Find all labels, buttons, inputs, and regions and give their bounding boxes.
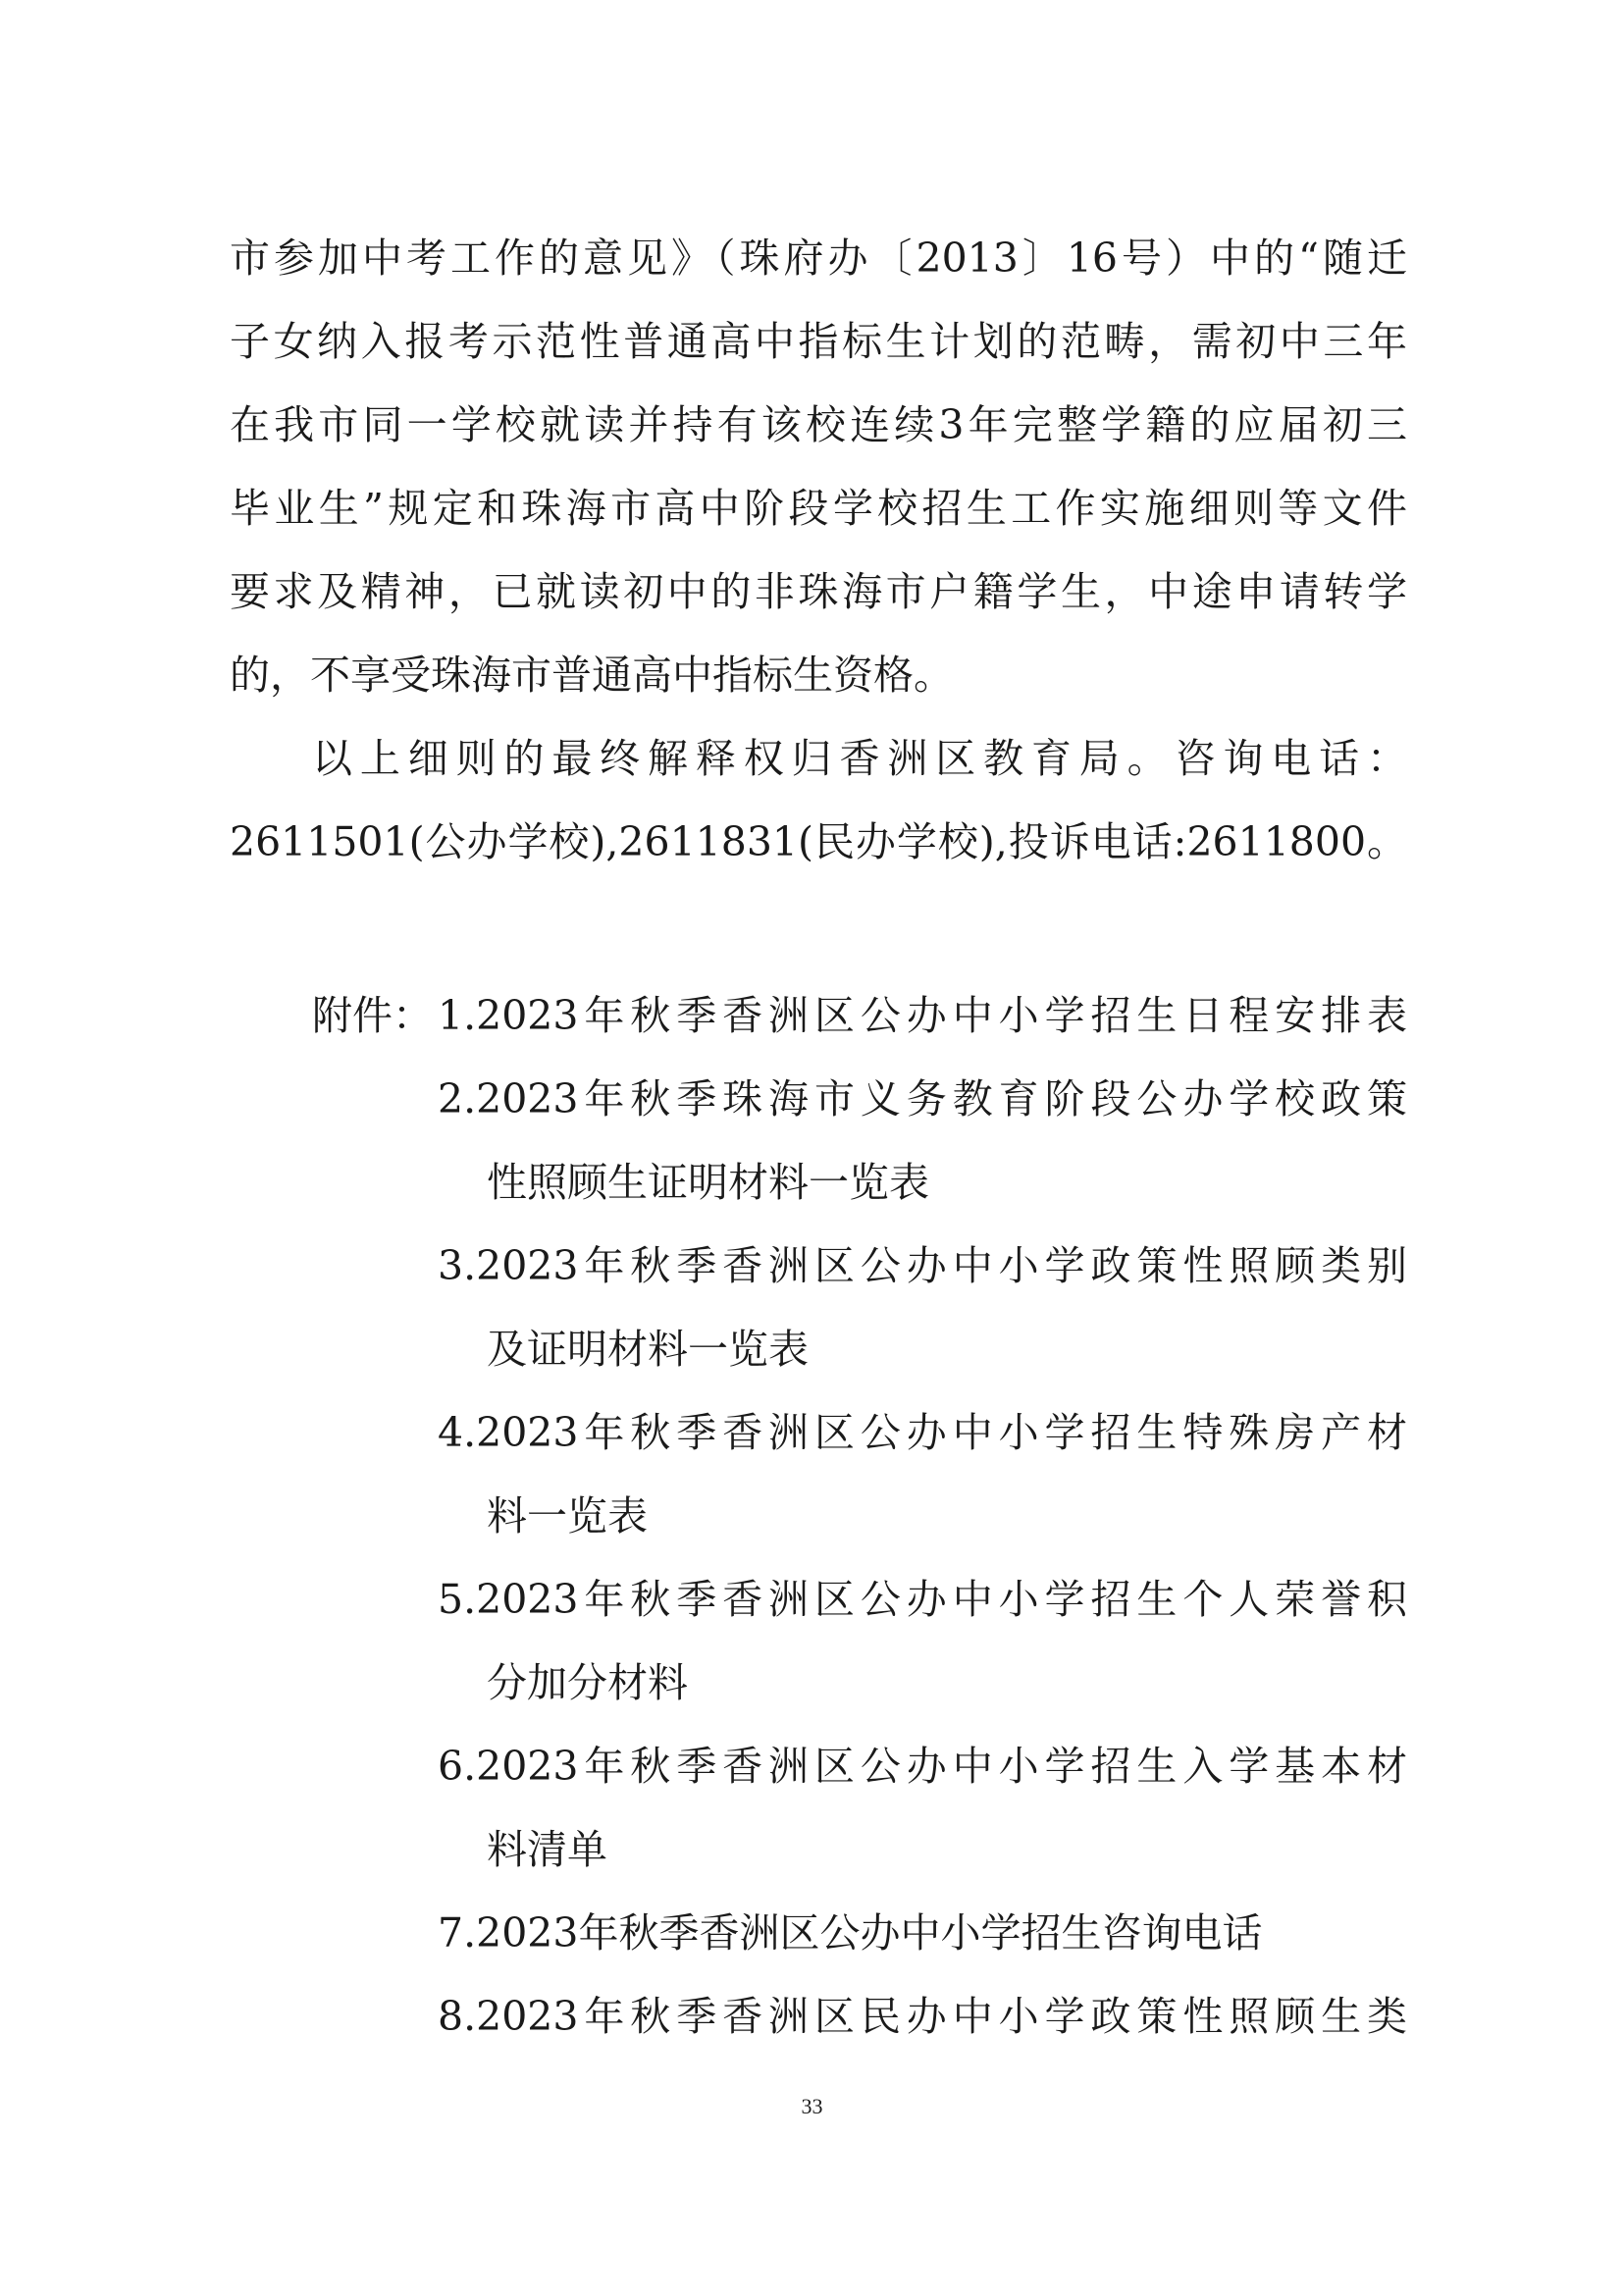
body-line: 子女纳入报考示范性普通高中指标生计划的范畴，需初中三年 — [230, 318, 1407, 365]
attachment-item-continuation: 性照顾生证明材料一览表 — [487, 1159, 929, 1206]
attachment-item: 1.2023年秋季香洲区公办中小学招生日程安排表 — [438, 992, 1407, 1039]
attachments-label: 附件： — [312, 992, 433, 1039]
attachment-item: 5.2023年秋季香洲区公办中小学招生个人荣誉积 — [438, 1576, 1407, 1623]
attachment-item: 4.2023年秋季香洲区公办中小学招生特殊房产材 — [438, 1409, 1407, 1456]
body-line: 市参加中考工作的意见》（珠府办〔2013〕16号）中的“随迁 — [230, 235, 1407, 282]
body-line: 在我市同一学校就读并持有该校连续3年完整学籍的应届初三 — [230, 401, 1407, 448]
attachment-item-continuation: 料清单 — [487, 1826, 607, 1873]
body-line: 要求及精神，已就读初中的非珠海市户籍学生，中途申请转学 — [230, 568, 1407, 615]
attachment-item-continuation: 分加分材料 — [487, 1659, 688, 1706]
body-line: 毕业生”规定和珠海市高中阶段学校招生工作实施细则等文件 — [230, 485, 1407, 532]
attachment-item-continuation: 及证明材料一览表 — [487, 1326, 809, 1373]
page-number: 33 — [801, 2094, 823, 2118]
attachment-item: 8.2023年秋季香洲区民办中小学政策性照顾生类 — [438, 1993, 1407, 2040]
body-line: 2611501(公办学校),2611831(民办学校),投诉电话:2611800。 — [230, 818, 1407, 865]
attachment-item: 6.2023年秋季香洲区公办中小学招生入学基本材 — [438, 1743, 1407, 1790]
attachment-item: 2.2023年秋季珠海市义务教育阶段公办学校政策 — [438, 1075, 1407, 1122]
attachment-item: 3.2023年秋季香洲区公办中小学政策性照顾类别 — [438, 1242, 1407, 1289]
body-line: 的，不享受珠海市普通高中指标生资格。 — [230, 652, 954, 699]
attachment-item: 7.2023年秋季香洲区公办中小学招生咨询电话 — [438, 1909, 1263, 1957]
attachment-item-continuation: 料一览表 — [487, 1492, 648, 1539]
body-line: 以上细则的最终解释权归香洲区教育局。咨询电话： — [312, 735, 1407, 782]
